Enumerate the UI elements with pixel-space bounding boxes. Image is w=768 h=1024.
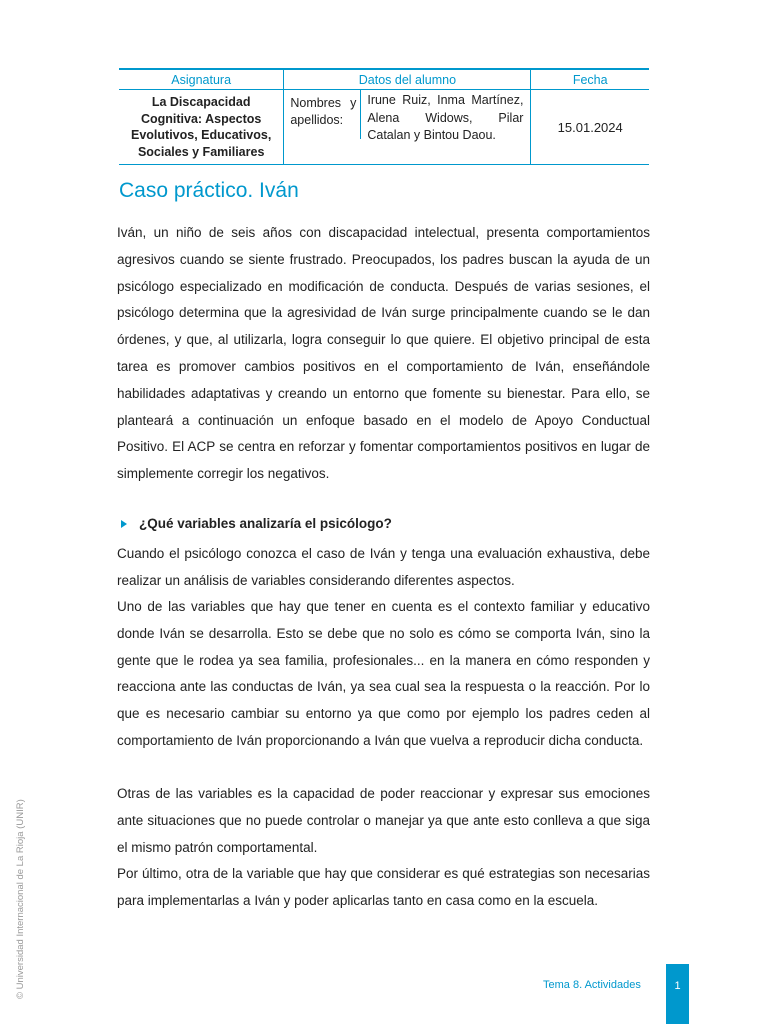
- answer-paragraph-3: Otras de las variables es la capacidad de poder reaccionar y expresar sus emociones ante situaciones que no puede controlar o manejar ya que ante esto conlleva a que siga el mismo patrón comportamental.: [117, 786, 650, 855]
- triangle-bullet-icon: [121, 520, 127, 528]
- names-label: Nombres y apellidos:: [290, 96, 357, 127]
- question-text: ¿Qué variables analizaría el psicólogo?: [139, 516, 392, 531]
- copyright-notice: © Universidad Internacional de La Rioja (UNIR): [15, 799, 26, 999]
- intro-paragraph: Iván, un niño de seis años con discapacidad intelectual, presenta comportamientos agresivos cuando se siente frustrado. Preocupados, los padres buscan la ayuda de un psicólogo especializado en modificación de conducta. Después de varias sesiones, el psicólogo determina que la agresividad de Iván surge principalmente cuando se le dan órdenes, y que, al utilizarla, logra conseguir lo que quiere. El objetivo principal de esta tarea es promover cambios positivos en el comportamiento de Iván, enseñándole habilidades adaptativas y creando un entorno que fomente su bienestar. Para ello, se planteará a continuación un enfoque basado en el modelo de Apoyo Conductual Positivo. El ACP se centra en reforzar y fomentar comportamientos positivos en lugar de simplemente corregir los negativos.: [117, 225, 650, 482]
- header-table: [119, 68, 649, 165]
- student-names: Irune Ruiz, Inma Martínez, Alena Widows, Pilar Catalan y Bintou Daou.: [360, 90, 530, 139]
- answer-paragraph-4: Por último, otra de la variable que hay que considerar es qué estrategias son necesarias para implementarlas a Iván y poder aplicarlas tanto en casa como en la escuela.: [117, 866, 650, 908]
- header-col-subject: Asignatura: [119, 69, 284, 90]
- answer-paragraph-2: Uno de las variables que hay que tener en cuenta es el contexto familiar y educativo donde Iván se desarrolla. Esto se debe que no solo es cómo se comporta Iván, sino la gente que le rodea ya sea familia, profesionales... en la manera en cómo responden y reacciona ante las conductas de Iván, ya sea cual sea la respuesta o la reacción. Por lo que es necesario cambiar su entorno ya que como por ejemplo los padres ceden al comportamiento de Iván proporcionando a Iván que vuelva a reproducir dicha conducta.: [117, 599, 650, 748]
- footer-label: Tema 8. Actividades: [543, 979, 641, 991]
- answer-paragraph-1: Cuando el psicólogo conozca el caso de Iván y tenga una evaluación exhaustiva, debe realizar un análisis de variables considerando diferentes aspectos.: [117, 546, 650, 588]
- header-col-student: Datos del alumno: [284, 69, 531, 90]
- subject-cell: [119, 90, 284, 165]
- date-value: 15.01.2024: [531, 90, 649, 165]
- header-col-date: Fecha: [531, 69, 649, 90]
- page-title: Caso práctico. Iván: [119, 179, 299, 202]
- question-heading: [119, 516, 392, 531]
- page-number: 1: [666, 964, 689, 1024]
- student-cell: [284, 90, 531, 165]
- subject-name: La Discapacidad Cognitiva: Aspectos Evolutivos, Educativos, Sociales y Familiares: [131, 95, 272, 159]
